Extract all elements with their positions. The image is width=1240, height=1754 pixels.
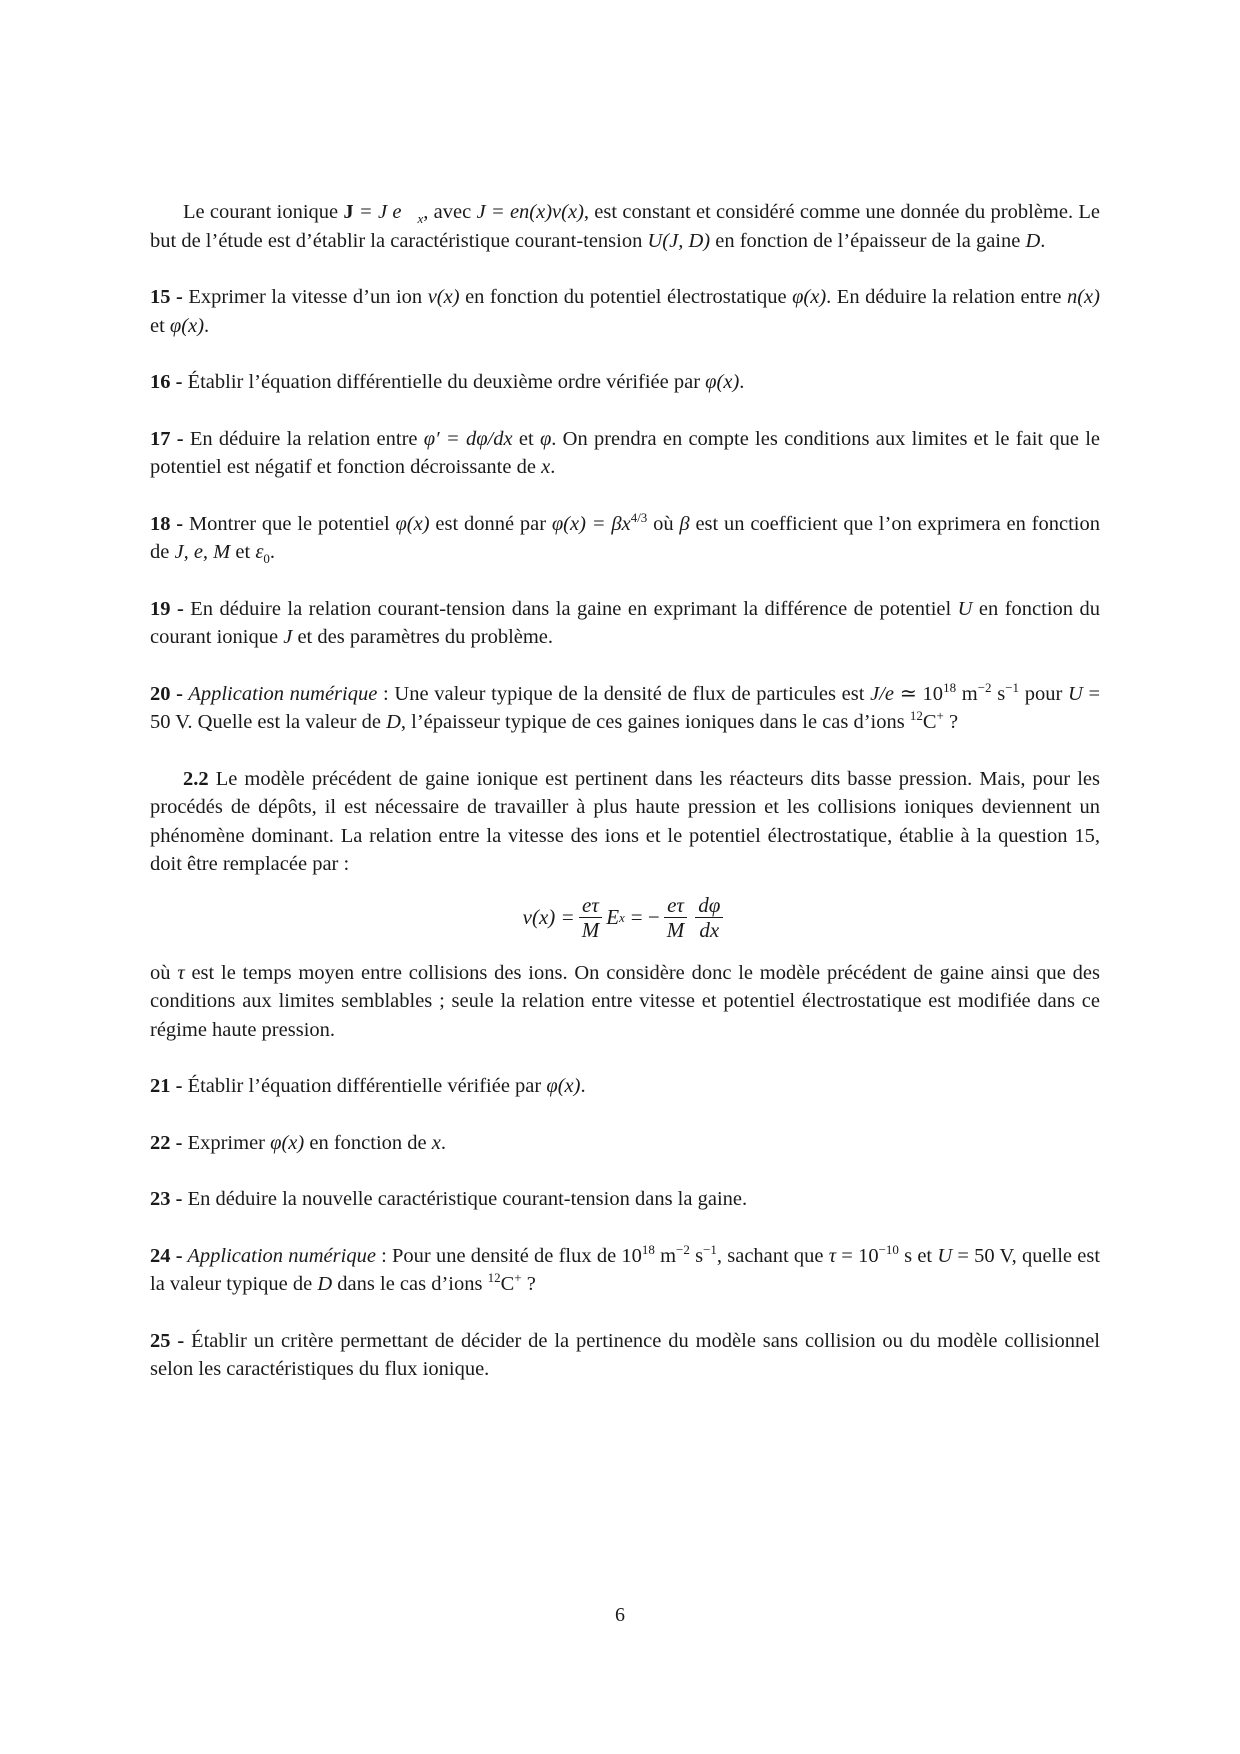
question-text: . xyxy=(440,1131,446,1154)
question-text: = 10 xyxy=(836,1244,879,1267)
question-text: . xyxy=(580,1075,586,1097)
math: J/e xyxy=(870,682,895,705)
intro-text: , est constant et considéré comme une donnée du problème. Le but de l’étude est d’établir la caractéristique courant-tension xyxy=(150,201,1100,252)
subscript: 0 xyxy=(263,551,270,567)
question-text: ? xyxy=(943,711,959,733)
question-text: En déduire la nouvelle caractéristique courant-tension dans la gaine. xyxy=(182,1188,748,1210)
math: ε xyxy=(255,541,264,563)
question-text: . En déduire la relation entre xyxy=(826,286,1067,308)
question-text: Exprimer la vitesse d’un ion xyxy=(182,286,428,308)
document-page xyxy=(150,198,1100,1384)
question-number: 20 - xyxy=(150,682,184,705)
intro-paragraph xyxy=(150,198,1100,255)
question-text: où xyxy=(647,512,680,535)
question-text: . xyxy=(269,541,276,563)
question-number: 25 - xyxy=(150,1329,185,1352)
question-text: : Une valeur typique de la densité de flux de particules est xyxy=(377,682,871,705)
math: φ(x) xyxy=(546,1075,581,1097)
math: U xyxy=(937,1244,953,1267)
question-number: 16 - xyxy=(150,371,183,393)
page-number: 6 xyxy=(615,1604,625,1626)
question-text: s xyxy=(689,1244,704,1267)
subscript-x: x xyxy=(417,211,424,227)
question-25 xyxy=(150,1327,1100,1384)
question-text: . xyxy=(550,456,556,478)
question-text: Montrer que le potentiel xyxy=(183,512,396,535)
exponent: 4/3 xyxy=(630,509,648,525)
current-vector: J xyxy=(343,201,354,223)
question-17 xyxy=(150,425,1100,482)
question-number: 18 - xyxy=(150,512,184,535)
fraction-denominator: M xyxy=(666,918,685,942)
question-23 xyxy=(150,1185,1100,1214)
current-equation: = J e⃗ xyxy=(353,201,418,223)
math: φ xyxy=(539,427,552,450)
question-24 xyxy=(150,1242,1100,1299)
question-text: Établir l’équation différentielle du deuxième ordre vérifiée par xyxy=(182,371,706,393)
question-text: et xyxy=(150,314,170,337)
exponent: −1 xyxy=(703,1241,717,1257)
question-text: ≃ 10 xyxy=(894,682,944,705)
section-number: 2.2 xyxy=(183,767,209,790)
exponent: 18 xyxy=(943,679,957,695)
question-text: ? xyxy=(521,1273,536,1295)
question-number: 15 - xyxy=(150,286,183,308)
question-18 xyxy=(150,510,1100,567)
exponent: −1 xyxy=(1005,679,1020,695)
question-text: . On prendra en compte les conditions aux limites et le fait que le potentiel est négatif et fonction décroissante de xyxy=(150,427,1101,478)
math: x xyxy=(541,456,551,478)
question-text: . xyxy=(204,314,210,337)
math: φ(x) xyxy=(395,512,430,535)
velocity-equation xyxy=(150,887,1100,949)
section-2-2 xyxy=(150,765,1100,879)
question-text: Établir un critère permettant de décider de la pertinence du modèle sans collision ou du modèle collisionnel selon les caractéristiques du flux ionique. xyxy=(150,1329,1100,1380)
equation-lhs: v(x) = xyxy=(522,905,575,929)
subscript-x: x xyxy=(619,909,625,925)
thickness-symbol: D xyxy=(1025,229,1041,252)
question-text: . xyxy=(739,371,745,393)
ion-symbol: C xyxy=(500,1273,515,1295)
fraction-denominator: dx xyxy=(699,918,720,942)
question-text: , sachant que xyxy=(716,1244,829,1267)
math: v(x) xyxy=(427,286,460,308)
exponent: −2 xyxy=(676,1241,690,1257)
field-symbol: E xyxy=(606,905,620,929)
question-text: en fonction de xyxy=(304,1131,432,1154)
question-21 xyxy=(150,1072,1100,1101)
math: n(x) xyxy=(1066,286,1100,308)
math: U xyxy=(957,597,973,620)
question-text: et xyxy=(230,541,256,563)
intro-text: en fonction de l’épaisseur de la gaine xyxy=(710,229,1026,252)
math: τ xyxy=(828,1244,837,1267)
math: φ′ = dφ/dx xyxy=(423,427,513,450)
question-text: s et xyxy=(898,1244,938,1267)
question-text: est un coefficient que l’on exprimera en fonction de xyxy=(150,512,1100,563)
question-text: m xyxy=(956,682,978,705)
question-text: dans le cas d’ions xyxy=(332,1273,488,1295)
question-number: 23 - xyxy=(150,1188,183,1210)
math: φ(x) xyxy=(169,314,205,337)
question-number: 19 - xyxy=(150,597,184,620)
question-number: 22 - xyxy=(150,1131,183,1154)
question-text: et xyxy=(512,427,540,450)
question-text: , l’épaisseur typique de ces gaines ioniques dans le cas d’ions xyxy=(400,711,910,733)
math: τ xyxy=(177,961,185,984)
question-20 xyxy=(150,680,1100,737)
question-text: s xyxy=(991,682,1006,705)
question-19 xyxy=(150,595,1100,652)
intro-text: , avec xyxy=(423,201,477,223)
question-15 xyxy=(150,283,1100,340)
question-text: En déduire la relation courant-tension dans la gaine en exprimant la différence de potentiel xyxy=(183,597,958,620)
question-text: en fonction du potentiel électrostatique xyxy=(459,286,793,308)
question-number: 24 - xyxy=(150,1244,183,1267)
isotope-number: 12 xyxy=(909,708,923,724)
math: J, e, M xyxy=(174,541,231,563)
after-equation-paragraph xyxy=(150,959,1100,1045)
ion-symbol: C xyxy=(922,711,937,733)
math: φ(x) xyxy=(705,371,740,393)
paragraph-text: est le temps moyen entre collisions des ions. On considère donc le modèle précédent de gaine ainsi que des conditions aux limites semblables ; seule la relation entre vitesse et potentiel électrostatique est modifiée dans ce régime haute pression. xyxy=(150,961,1101,1041)
question-number: 21 - xyxy=(150,1075,183,1097)
question-16 xyxy=(150,368,1100,397)
exponent: −2 xyxy=(977,679,992,695)
current-definition: J = en(x)v(x) xyxy=(476,201,584,223)
paragraph-text: où xyxy=(150,961,178,984)
fraction xyxy=(695,893,723,942)
math: φ(x) = βx xyxy=(551,512,631,535)
ion-charge: + xyxy=(514,1270,522,1286)
math: D xyxy=(317,1273,333,1295)
fraction-numerator: eτ xyxy=(579,893,602,918)
question-text: Établir l’équation différentielle vérifiée par xyxy=(182,1075,547,1097)
ion-charge: + xyxy=(936,708,944,724)
exponent: −10 xyxy=(878,1241,899,1257)
math: J xyxy=(283,626,293,648)
fraction xyxy=(579,893,603,942)
math: β xyxy=(679,512,690,535)
equation-operator: = − xyxy=(630,905,660,929)
math: φ(x) xyxy=(792,286,827,308)
fraction xyxy=(664,893,688,942)
question-text: est donné par xyxy=(429,512,552,535)
math: φ(x) xyxy=(270,1131,305,1154)
isotope-number: 12 xyxy=(487,1270,501,1286)
question-text: m xyxy=(654,1244,677,1267)
characteristic-symbol: U(J, D) xyxy=(647,229,711,252)
numerical-application-label: Application numérique xyxy=(183,682,378,705)
question-text: En déduire la relation entre xyxy=(183,427,424,450)
question-text: pour xyxy=(1019,682,1068,705)
numerical-application-label: Application numérique xyxy=(182,1244,376,1267)
math: x xyxy=(431,1131,441,1154)
exponent: 18 xyxy=(641,1241,655,1257)
fraction-numerator: eτ xyxy=(664,893,687,918)
question-text: et des paramètres du problème. xyxy=(292,626,554,648)
fraction-denominator: M xyxy=(581,918,600,942)
math: D xyxy=(386,711,401,733)
question-text: Exprimer xyxy=(182,1131,271,1154)
question-text: en fonction du courant ionique xyxy=(150,597,1100,648)
section-text: Le modèle précédent de gaine ionique est pertinent dans les réacteurs dits basse pression. Mais, pour les procédés de dépôts, il est nécessaire de travailler à plus haute pression et les collisions ioniques deviennent un phénomène dominant. La relation entre la vitesse des ions et le potentiel électrostatique, établie à la question 15, doit être remplacée par : xyxy=(150,767,1100,875)
question-number: 17 - xyxy=(150,427,184,450)
fraction-numerator: dφ xyxy=(695,893,723,918)
question-22 xyxy=(150,1129,1100,1158)
question-text: : Pour une densité de flux de 10 xyxy=(375,1244,642,1267)
question-text: = 50 V, quelle est la valeur typique de xyxy=(150,1244,1101,1295)
punctuation: . xyxy=(1040,229,1046,252)
math: U xyxy=(1067,682,1083,705)
question-text: = 50 V. Quelle est la valeur de xyxy=(150,682,1101,733)
intro-text: Le courant ionique xyxy=(183,201,344,223)
